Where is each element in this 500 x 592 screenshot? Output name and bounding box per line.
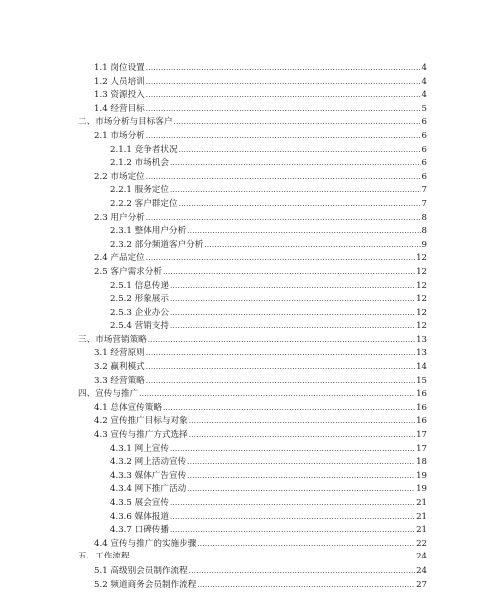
dot-leader [187,456,415,470]
toc-entry-line [110,239,427,253]
toc-entry-line [110,293,427,307]
toc-entry-label: 2.5.2 形象展示 [110,293,170,307]
toc-entry-label: 2.5.4 营销支持 [110,320,170,334]
toc-entry[interactable] [0,347,500,361]
toc-entry-page-number: 6 [421,117,427,128]
toc-entry[interactable] [0,375,500,389]
dot-leader [204,239,420,253]
dot-leader [146,130,421,144]
toc-entry[interactable] [0,157,500,171]
toc-entry-page-number: 7 [421,198,427,209]
toc-entry-page-number: 4 [421,76,427,87]
toc-entry-label: 4.3.1 网上宣传 [110,443,170,457]
toc-entry[interactable] [0,130,500,144]
toc-entry-page-number: 15 [416,375,427,386]
toc-entry-line [110,320,427,334]
toc-entry-line [94,565,427,579]
toc-entry-label: 2.3 用户分析 [94,212,146,226]
dot-leader [197,579,415,592]
toc-entry-line [110,511,427,525]
toc-entry-line [94,375,427,389]
toc-entry-label: 二、市场分析与目标客户 [78,116,174,130]
toc-entry-page-number: 16 [416,402,427,413]
toc-entry-line [110,470,427,484]
toc-entry-line [94,429,427,443]
toc-entry-label: 4.3.7 口碑传播 [110,524,170,538]
toc-entry-line [110,198,427,212]
toc-entry[interactable] [0,76,500,90]
dot-leader [146,103,421,117]
toc-entry-page-number: 14 [416,362,427,373]
toc-entry-line [94,415,427,429]
toc-entry-page-number: 24 [416,565,427,576]
dot-leader [187,225,420,239]
dot-leader [163,266,415,280]
toc-entry[interactable] [0,565,500,579]
toc-entry[interactable] [0,266,500,280]
toc-entry-label: 4.3.3 媒体广告宣传 [110,470,187,484]
toc-entry-page-number: 6 [421,171,427,182]
dot-leader [174,116,421,130]
toc-entry-page-number: 27 [416,579,427,590]
toc-entry-line [110,225,427,239]
toc-entry-page-number: 8 [421,226,427,237]
toc-entry[interactable] [0,579,500,592]
toc-entry-line [94,361,427,375]
toc-entry-label: 2.1.2 市场机会 [110,157,170,171]
toc-entry-label: 5.2 频道商务会员制作流程 [94,579,197,592]
toc-entry-line [94,62,427,76]
toc-entry[interactable] [0,524,500,538]
toc-entry-page-number: 19 [416,484,427,495]
toc-entry[interactable] [0,212,500,226]
toc-entry-line [110,443,427,457]
toc-entry[interactable] [0,103,500,117]
dot-leader [146,212,421,226]
dot-leader [170,280,415,294]
toc-entry[interactable] [0,511,500,525]
dot-leader [163,402,415,416]
toc-entry-page-number: 6 [421,158,427,169]
toc-entry[interactable] [0,89,500,103]
toc-entry-label: 2.2 市场定位 [94,171,146,185]
dot-leader [148,334,415,348]
dot-leader [146,375,415,389]
dot-leader [146,347,415,361]
toc-entry-line [94,252,427,266]
dot-leader [187,470,415,484]
toc-entry-line [110,524,427,538]
toc-entry[interactable] [0,456,500,470]
toc-entry-page-number: 9 [421,239,427,250]
toc-entry[interactable] [0,320,500,334]
toc-entry-line [78,388,427,402]
toc-entry-page-number: 7 [421,185,427,196]
toc-entry[interactable] [0,361,500,375]
toc-entry[interactable] [0,225,500,239]
toc-entry-label: 3.2 赢利模式 [94,361,146,375]
toc-entry[interactable] [0,252,500,266]
toc-entry[interactable] [0,388,500,402]
dot-leader [170,497,415,511]
toc-entry-label: 四、宣传与推广 [78,388,139,402]
dot-leader [170,293,415,307]
toc-entry[interactable] [0,184,500,198]
dot-leader [170,524,415,538]
toc-entry-label: 三、市场营销策略 [78,334,148,348]
toc-entry-page-number: 22 [416,538,427,549]
toc-entry-line [94,538,427,552]
toc-entry-line [94,266,427,280]
dot-leader [139,388,415,402]
toc-entry-label: 4.2 宣传推广目标与对象 [94,415,189,429]
toc-entry-page-number: 18 [416,457,427,468]
toc-entry-line [94,579,427,592]
toc-entry[interactable] [0,402,500,416]
toc-entry-label: 3.3 经营策略 [94,375,146,389]
dot-leader [179,198,421,212]
toc-entry[interactable] [0,307,500,321]
toc-entry[interactable] [0,483,500,497]
toc-entry-label: 2.1.1 竞争者状况 [110,144,179,158]
toc-entry-line [110,157,427,171]
dot-leader [170,511,415,525]
toc-entry-label: 1.4 经营目标 [94,103,146,117]
toc-entry-label: 2.5.1 信息传递 [110,280,170,294]
toc-entry-line [94,130,427,144]
toc-entry-label: 4.1 总体宣传策略 [94,402,163,416]
dot-leader [189,565,415,579]
page-cut-edge [0,558,500,566]
dot-leader [146,171,421,185]
toc-entry-label: 4.3.6 媒体报道 [110,511,170,525]
toc-entry-label: 4.4 宣传与推广的实施步骤 [94,538,197,552]
toc-entry[interactable] [0,198,500,212]
toc-entry-line [94,212,427,226]
toc-entry-page-number: 4 [421,63,427,73]
toc-entry-label: 2.5 客户需求分析 [94,266,163,280]
toc-entry[interactable] [0,171,500,185]
toc-entry[interactable] [0,538,500,552]
toc-entry-label: 4.3 宣传与推广方式选择 [94,429,189,443]
dot-leader [146,252,415,266]
toc-entry[interactable] [0,470,500,484]
toc-entry-label: 4.3.5 展会宣传 [110,497,170,511]
dot-leader [170,307,415,321]
toc-entry[interactable] [0,280,500,294]
toc-entry-page-number: 13 [416,348,427,359]
toc-entry-label: 2.3.2 部分频道客户分析 [110,239,204,253]
toc-entry[interactable] [0,334,500,348]
toc-entry-page-number: 6 [421,130,427,141]
toc-entry-page-number: 19 [416,470,427,481]
toc-entry[interactable] [0,239,500,253]
dot-leader [146,89,421,103]
toc-entry-line [94,103,427,117]
toc-entry-label: 2.3.1 整体用户分析 [110,225,187,239]
toc-entry-page-number: 5 [421,103,427,114]
toc-entry[interactable] [0,443,500,457]
toc-entry-page-number: 6 [421,144,427,155]
toc-entry-line [94,402,427,416]
toc-entry-label: 1.3 资源投入 [94,89,146,103]
dot-leader [146,76,421,90]
toc-entry-label: 2.2.1 服务定位 [110,184,170,198]
toc-entry[interactable] [0,293,500,307]
toc-entry-line [110,483,427,497]
dot-leader [189,415,415,429]
dot-leader [179,144,421,158]
toc-entry-label: 2.4 产品定位 [94,252,146,266]
toc-entry-line [94,89,427,103]
toc-entry-page-number: 12 [416,321,427,332]
toc-entry-line [94,347,427,361]
toc-entry-page-number: 21 [416,498,427,508]
toc-entry[interactable] [0,429,500,443]
toc-entry-line [110,456,427,470]
toc-entry-page-number: 8 [421,212,427,223]
dot-leader [146,361,415,375]
toc-entry-page-number: 16 [416,389,427,400]
dot-leader [170,157,421,171]
toc-entry-line [78,334,427,348]
toc-entry[interactable] [0,497,500,511]
toc-entry-label: 1.1 岗位设置 [94,62,146,76]
toc-entry-line [110,497,427,511]
toc-entry-label: 4.3.2 网上活动宣传 [110,456,187,470]
table-of-contents [0,62,500,592]
toc-entry-label: 5.1 高级别会员制作流程 [94,565,189,579]
toc-entry-page-number: 13 [416,334,427,345]
toc-entry-line [110,184,427,198]
dot-leader [170,320,415,334]
toc-entry-line [110,144,427,158]
dot-leader [146,62,421,76]
dot-leader [170,184,421,198]
toc-entry-line [110,280,427,294]
toc-entry[interactable] [0,116,500,130]
dot-leader [170,443,415,457]
toc-entry-page-number: 4 [421,90,427,101]
toc-entry-label: 2.5.3 企业办公 [110,307,170,321]
toc-entry-label: 2.2.2 客户群定位 [110,198,179,212]
toc-entry-line [110,307,427,321]
toc-entry-label: 1.2 人员培训 [94,76,146,90]
toc-entry-page-number: 12 [416,307,427,318]
toc-entry-page-number: 21 [416,525,427,536]
toc-entry-line [94,76,427,90]
toc-entry-page-number: 17 [416,430,427,441]
dot-leader [187,483,415,497]
toc-entry-page-number: 12 [416,253,427,264]
toc-entry-page-number: 16 [416,416,427,427]
toc-entry[interactable] [0,62,500,76]
toc-entry-label: 2.1 市场分析 [94,130,146,144]
toc-entry-page-number: 12 [416,294,427,305]
toc-entry[interactable] [0,415,500,429]
toc-entry-page-number: 12 [416,266,427,277]
toc-entry-page-number: 12 [416,280,427,291]
toc-entry-page-number: 21 [416,511,427,522]
toc-entry-label: 3.1 经营原则 [94,347,146,361]
toc-entry-line [94,171,427,185]
toc-entry-label: 4.3.4 网下推广活动 [110,483,187,497]
dot-leader [197,538,415,552]
toc-entry-line [78,116,427,130]
toc-entry-page-number: 17 [416,443,427,454]
toc-entry[interactable] [0,144,500,158]
dot-leader [189,429,415,443]
